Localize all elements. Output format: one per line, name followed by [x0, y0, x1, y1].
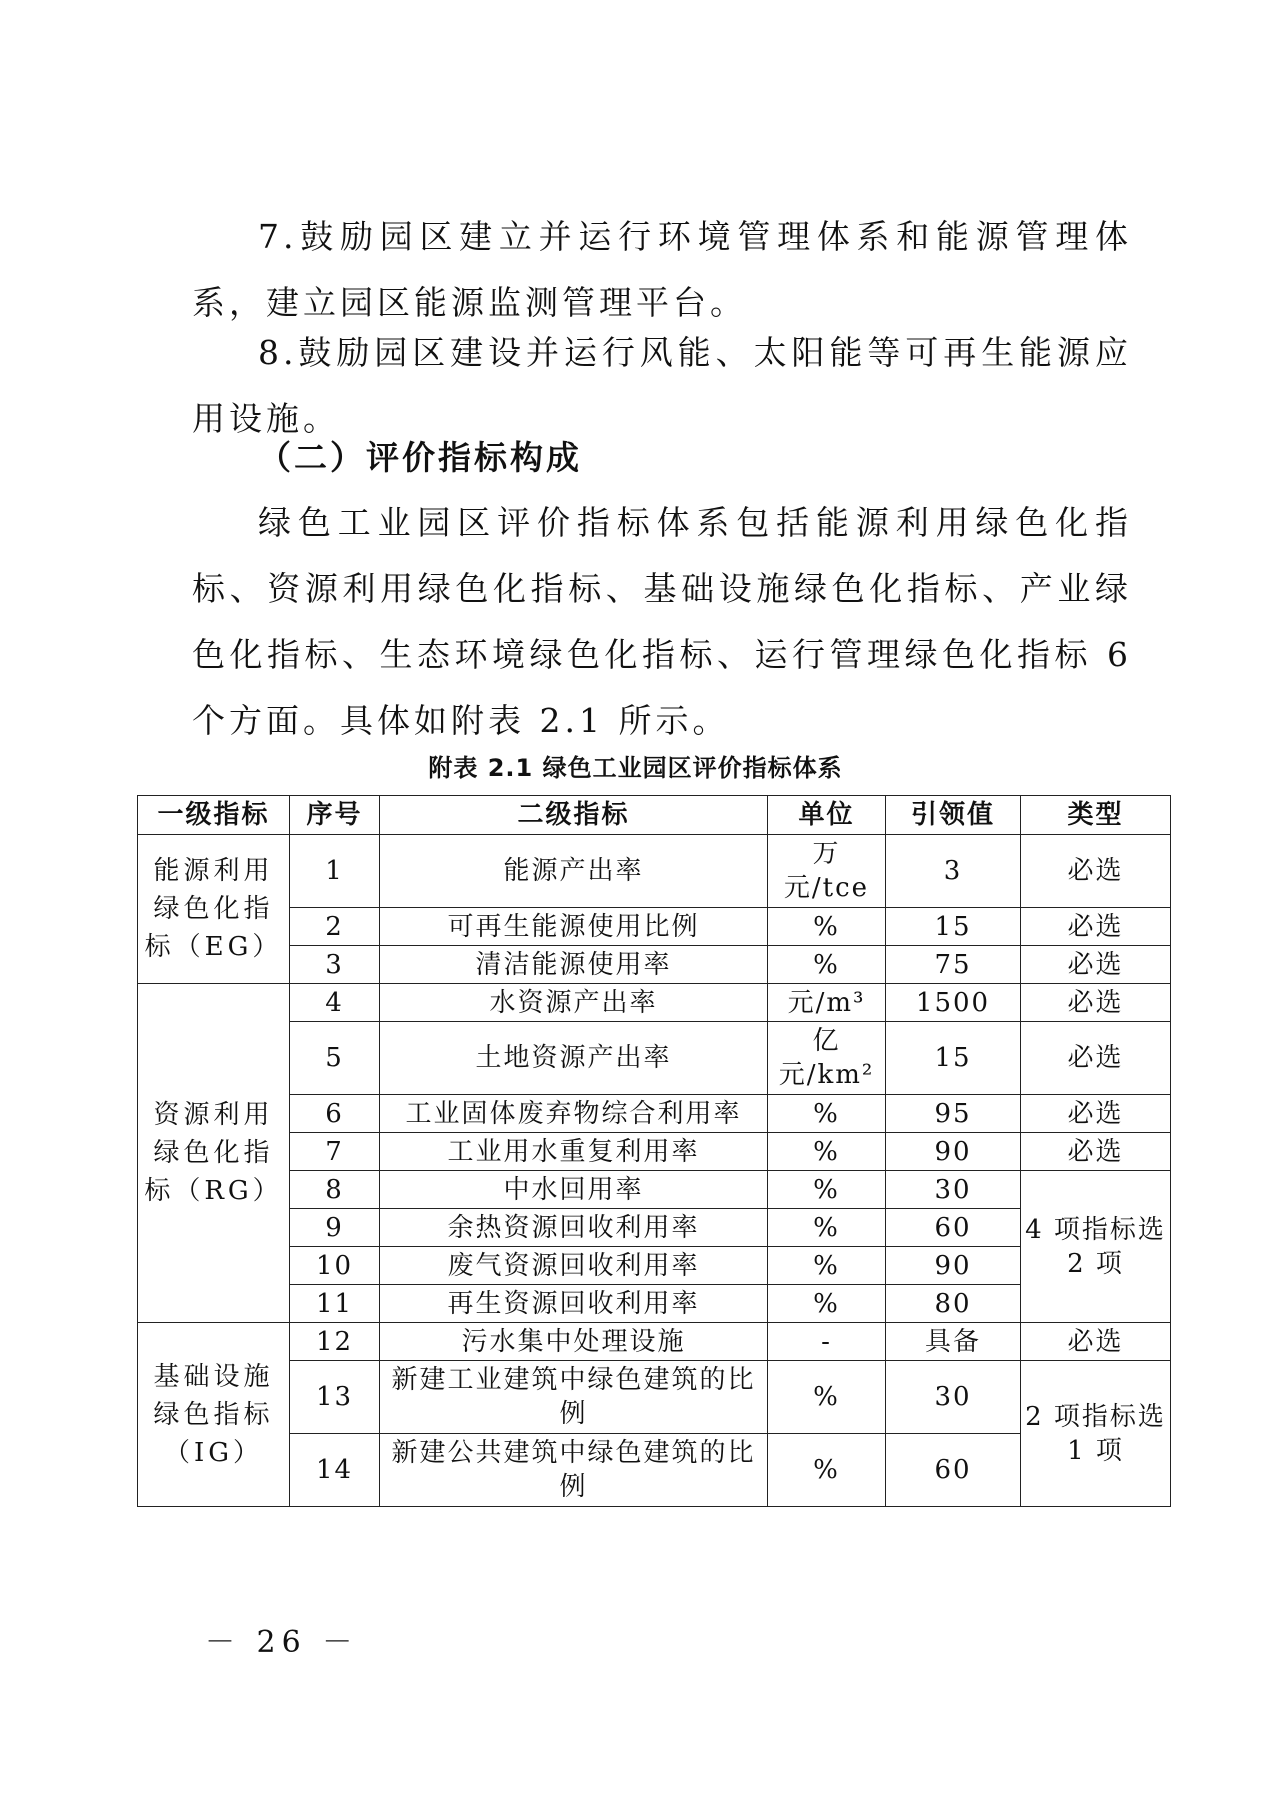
cell-number: 1 — [290, 835, 380, 908]
cell-number: 11 — [290, 1285, 380, 1323]
indicator-table — [137, 795, 1171, 1507]
cell-value: 60 — [886, 1209, 1021, 1247]
table-row — [138, 1434, 1171, 1507]
cell-unit: % — [768, 1285, 886, 1323]
cell-unit: % — [768, 908, 886, 946]
cell-value: 15 — [886, 1022, 1021, 1095]
header-number: 序号 — [290, 796, 380, 835]
paragraph-intro: 绿色工业园区评价指标体系包括能源利用绿色化指标、资源利用绿色化指标、基础设施绿色化指标、产业绿色化指标、生态环境绿色化指标、运行管理绿色化指标 6 个方面。具体如附表 2.1 所示。 — [192, 503, 1132, 740]
table-row — [138, 1133, 1171, 1171]
group-eg-cell: 能源利用绿色化指标（EG） — [138, 835, 290, 984]
table-row — [138, 1171, 1171, 1209]
table-row — [138, 908, 1171, 946]
cell-name: 土地资源产出率 — [380, 1022, 768, 1095]
cell-value: 1500 — [886, 984, 1021, 1022]
cell-type: 必选 — [1021, 1133, 1171, 1171]
cell-value: 60 — [886, 1434, 1021, 1507]
cell-value: 75 — [886, 946, 1021, 984]
cell-unit: % — [768, 1171, 886, 1209]
cell-number: 9 — [290, 1209, 380, 1247]
table-caption: 附表 2.1 绿色工业园区评价指标体系 — [428, 754, 843, 782]
table-row — [138, 946, 1171, 984]
cell-number: 6 — [290, 1095, 380, 1133]
cell-value: 30 — [886, 1361, 1021, 1434]
cell-name: 污水集中处理设施 — [380, 1323, 768, 1361]
cell-name: 工业用水重复利用率 — [380, 1133, 768, 1171]
table-row — [138, 1022, 1171, 1095]
table-row — [138, 1095, 1171, 1133]
cell-unit: % — [768, 1361, 886, 1434]
cell-unit: 亿元/km² — [768, 1022, 886, 1095]
cell-type-merged: 2 项指标选 1 项 — [1021, 1361, 1171, 1507]
header-type: 类型 — [1021, 796, 1171, 835]
cell-number: 7 — [290, 1133, 380, 1171]
cell-value: 95 — [886, 1095, 1021, 1133]
cell-number: 4 — [290, 984, 380, 1022]
cell-value: 80 — [886, 1285, 1021, 1323]
cell-value: 具备 — [886, 1323, 1021, 1361]
cell-name: 新建公共建筑中绿色建筑的比例 — [380, 1434, 768, 1507]
table-row — [138, 1209, 1171, 1247]
paragraph-item-8: 8.鼓励园区建设并运行风能、太阳能等可再生能源应用设施。 — [192, 333, 1132, 438]
cell-name: 中水回用率 — [380, 1171, 768, 1209]
cell-name: 水资源产出率 — [380, 984, 768, 1022]
cell-unit: 万元/tce — [768, 835, 886, 908]
cell-value: 90 — [886, 1133, 1021, 1171]
cell-name: 可再生能源使用比例 — [380, 908, 768, 946]
cell-type: 必选 — [1021, 984, 1171, 1022]
cell-type: 必选 — [1021, 835, 1171, 908]
table-row — [138, 1361, 1171, 1434]
table-row — [138, 984, 1171, 1022]
header-level1: 一级指标 — [138, 796, 290, 835]
cell-unit: - — [768, 1323, 886, 1361]
header-lead-value: 引领值 — [886, 796, 1021, 835]
cell-name: 余热资源回收利用率 — [380, 1209, 768, 1247]
cell-number: 14 — [290, 1434, 380, 1507]
cell-number: 5 — [290, 1022, 380, 1095]
cell-value: 90 — [886, 1247, 1021, 1285]
cell-number: 12 — [290, 1323, 380, 1361]
cell-unit: % — [768, 1434, 886, 1507]
table-row — [138, 835, 1171, 908]
cell-name: 能源产出率 — [380, 835, 768, 908]
cell-type: 必选 — [1021, 908, 1171, 946]
cell-name: 新建工业建筑中绿色建筑的比例 — [380, 1361, 768, 1434]
group-ig-cell: 基础设施绿色指标（IG） — [138, 1323, 290, 1507]
cell-value: 15 — [886, 908, 1021, 946]
table-header-row — [138, 796, 1171, 835]
cell-name: 再生资源回收利用率 — [380, 1285, 768, 1323]
cell-number: 8 — [290, 1171, 380, 1209]
cell-unit: % — [768, 1209, 886, 1247]
cell-value: 30 — [886, 1171, 1021, 1209]
cell-unit: % — [768, 1095, 886, 1133]
header-unit: 单位 — [768, 796, 886, 835]
cell-value: 3 — [886, 835, 1021, 908]
cell-name: 工业固体废弃物综合利用率 — [380, 1095, 768, 1133]
cell-unit: % — [768, 1247, 886, 1285]
table-row — [138, 1323, 1171, 1361]
paragraph-item-7: 7.鼓励园区建立并运行环境管理体系和能源管理体系，建立园区能源监测管理平台。 — [192, 217, 1132, 322]
cell-unit: % — [768, 1133, 886, 1171]
cell-type: 必选 — [1021, 1095, 1171, 1133]
header-level2: 二级指标 — [380, 796, 768, 835]
cell-unit: % — [768, 946, 886, 984]
cell-number: 2 — [290, 908, 380, 946]
table-row — [138, 1285, 1171, 1323]
cell-number: 13 — [290, 1361, 380, 1434]
section-heading: （二）评价指标构成 — [258, 438, 582, 477]
cell-unit: 元/m³ — [768, 984, 886, 1022]
page-number: － 26 － — [205, 1625, 359, 1660]
cell-number: 10 — [290, 1247, 380, 1285]
cell-type: 必选 — [1021, 1022, 1171, 1095]
cell-type: 必选 — [1021, 1323, 1171, 1361]
cell-number: 3 — [290, 946, 380, 984]
cell-name: 清洁能源使用率 — [380, 946, 768, 984]
cell-type: 必选 — [1021, 946, 1171, 984]
cell-name: 废气资源回收利用率 — [380, 1247, 768, 1285]
group-rg-cell: 资源利用绿色化指标（RG） — [138, 984, 290, 1323]
table-row — [138, 1247, 1171, 1285]
cell-type-merged: 4 项指标选 2 项 — [1021, 1171, 1171, 1323]
